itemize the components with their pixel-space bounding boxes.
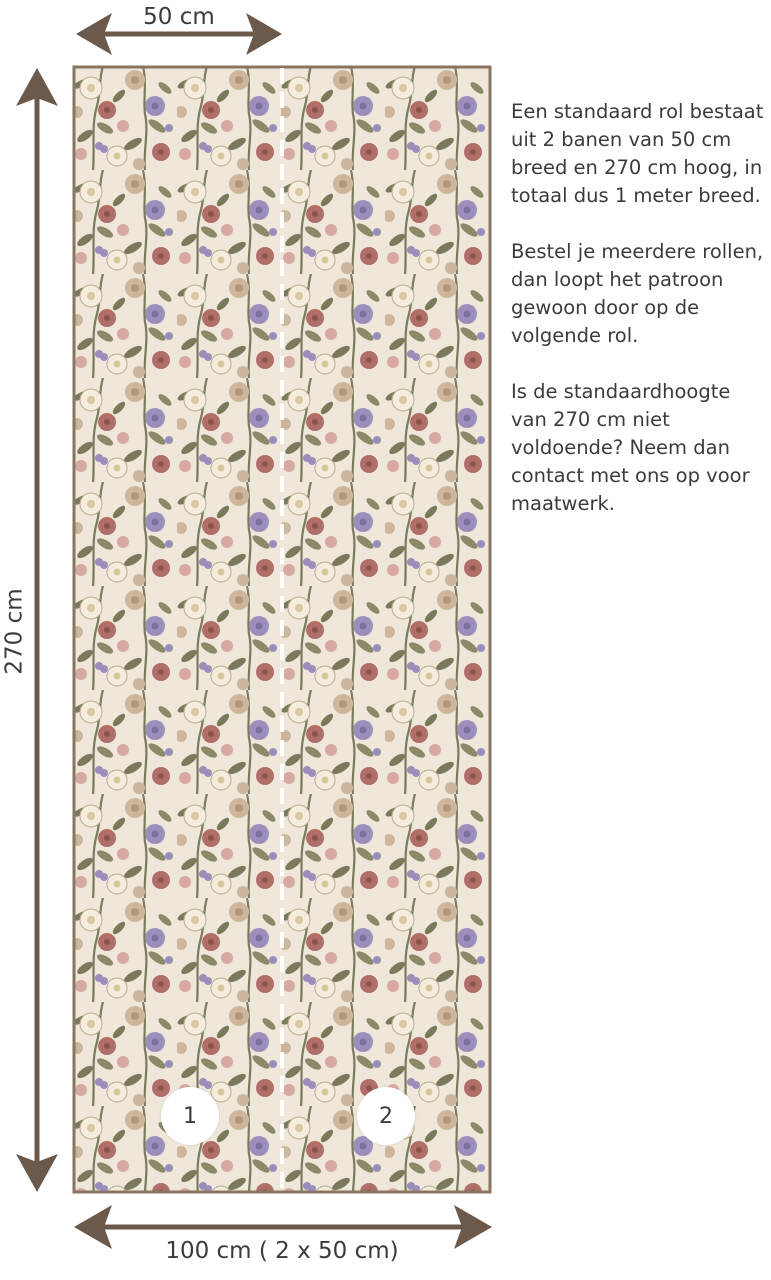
wallpaper-panel-1 — [73, 66, 281, 1193]
panel-number-1: 1 — [161, 1087, 219, 1145]
info-paragraph-multiple-rolls: Bestel je meerdere rollen, dan loopt het patroon gewoon door op de volgende rol. — [511, 240, 764, 347]
height-label: 270 cm — [1, 588, 28, 675]
total-width-label: 100 cm ( 2 x 50 cm) — [165, 1238, 399, 1264]
panel-width-label: 50 cm — [143, 4, 215, 30]
info-paragraph-custom-height: Is de standaardhoogte van 270 cm niet voldoende? Neem dan contact met ons op voor maatwerk. — [511, 380, 750, 515]
info-text — [511, 98, 767, 546]
panel-number-2: 2 — [357, 1087, 415, 1145]
info-paragraph-standard-roll: Een standaard rol bestaat uit 2 banen van 50 cm breed en 270 cm hoog, in totaal dus 1 meter breed. — [511, 100, 764, 207]
wallpaper-panel-2 — [281, 66, 490, 1193]
